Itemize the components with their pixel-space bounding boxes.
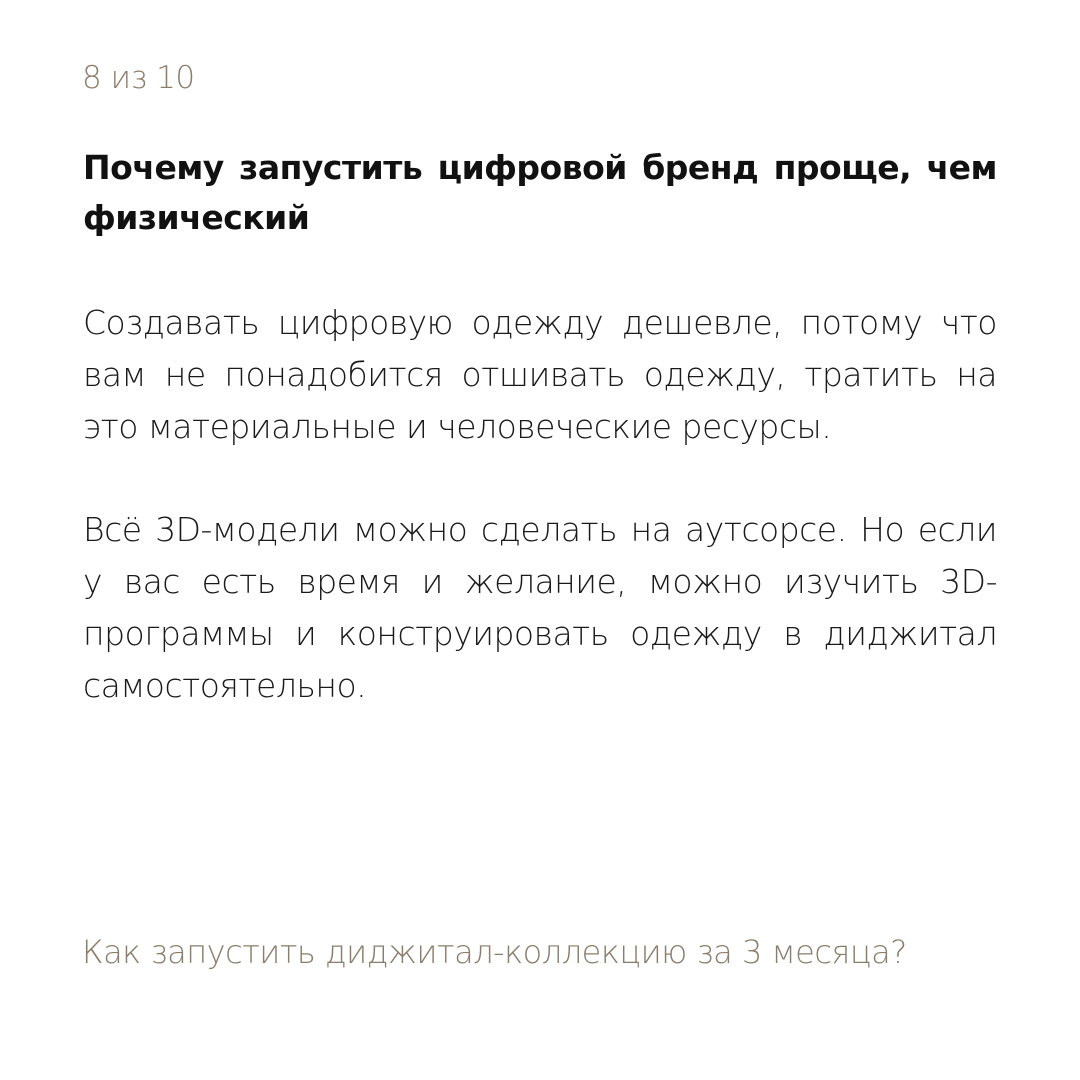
slide-title: Почему запустить цифровой бренд проще, чем физический bbox=[83, 148, 997, 237]
next-slide-teaser[interactable]: Как запустить диджитал-коллекцию за 3 месяца? bbox=[82, 933, 907, 971]
body-paragraph-1: Создавать цифровую одежду дешевле, потому что вам не понадобится отшивать одежду, тратить на это материальные и человеческие ресурсы. bbox=[83, 303, 997, 446]
body-paragraph-2: Всё 3D-модели можно сделать на аутсорсе. Но если у вас есть время и желание, можно изучить 3D-программы и конструировать одежду в диджитал самостоятельно. bbox=[83, 510, 997, 705]
slide-counter: 8 из 10 bbox=[82, 60, 195, 96]
